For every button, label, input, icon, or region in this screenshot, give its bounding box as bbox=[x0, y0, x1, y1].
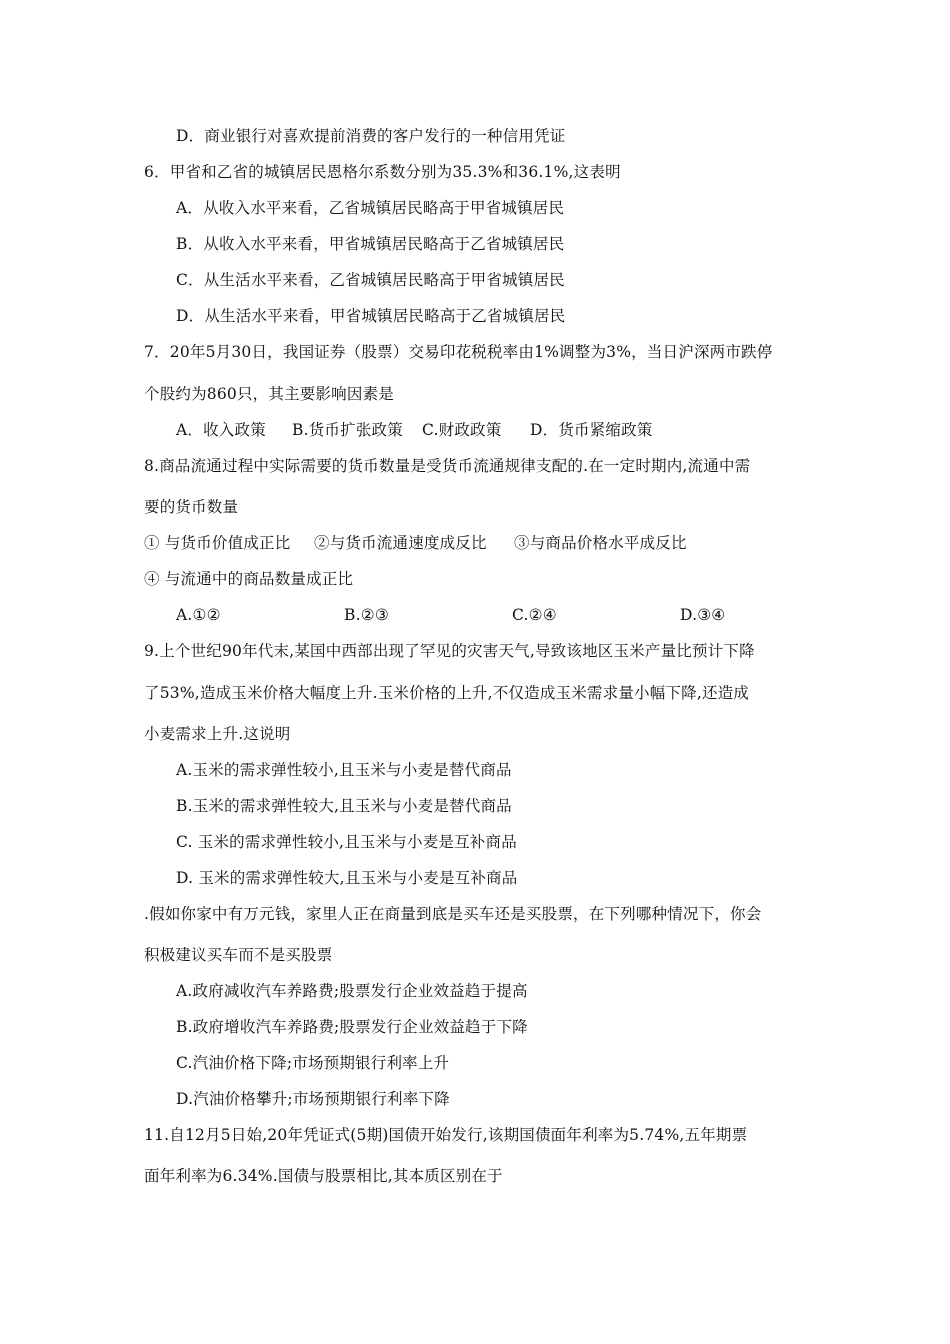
q8-option-a: A.①② bbox=[176, 606, 221, 624]
q8-stem-line1: 8.商品流通过程中实际需要的货币数量是受货币流通规律支配的.在一定时期内,流通中需 bbox=[144, 457, 751, 475]
q8-statement-2: ②与货币流通速度成反比 bbox=[314, 534, 487, 552]
q9-option-b: B.玉米的需求弹性较大,且玉米与小麦是替代商品 bbox=[176, 797, 512, 815]
q8-statement-1: ① 与货币价值成正比 bbox=[144, 534, 291, 552]
q9-option-d: D. 玉米的需求弹性较大,且玉米与小麦是互补商品 bbox=[176, 869, 518, 887]
q9-option-a: A.玉米的需求弹性较小,且玉米与小麦是替代商品 bbox=[176, 761, 512, 779]
q8-statement-4: ④ 与流通中的商品数量成正比 bbox=[144, 570, 354, 588]
q10-option-a: A.政府减收汽车养路费;股票发行企业效益趋于提高 bbox=[176, 982, 528, 1000]
q8-statement-3: ③与商品价格水平成反比 bbox=[514, 534, 687, 552]
q11-stem-line2: 面年利率为6.34%.国债与股票相比,其本质区别在于 bbox=[144, 1167, 503, 1185]
q7-option-b: B.货币扩张政策 bbox=[292, 421, 403, 439]
q6-option-d: D．从生活水平来看，甲省城镇居民略高于乙省城镇居民 bbox=[176, 307, 566, 325]
q9-stem-line3: 小麦需求上升.这说明 bbox=[144, 725, 291, 743]
q10-option-d: D.汽油价格攀升;市场预期银行利率下降 bbox=[176, 1090, 450, 1108]
q6-option-b: B．从收入水平来看，甲省城镇居民略高于乙省城镇居民 bbox=[176, 235, 565, 253]
q9-stem-line1: 9.上个世纪90年代末,某国中西部出现了罕见的灾害天气,导致该地区玉米产量比预计下降 bbox=[144, 642, 755, 660]
q8-options bbox=[176, 605, 725, 625]
q10-option-c: C.汽油价格下降;市场预期银行利率上升 bbox=[176, 1054, 450, 1072]
q7-stem-line2: 个股约为860只，其主要影响因素是 bbox=[144, 385, 394, 403]
q8-option-b: B.②③ bbox=[344, 606, 389, 624]
q8-stem-line2: 要的货币数量 bbox=[144, 498, 239, 516]
q5-option-d: D．商业银行对喜欢提前消费的客户发行的一种信用凭证 bbox=[176, 127, 566, 145]
q8-statements bbox=[144, 533, 687, 553]
q6-option-a: A．从收入水平来看，乙省城镇居民略高于甲省城镇居民 bbox=[176, 199, 565, 217]
q9-option-c: C. 玉米的需求弹性较小,且玉米与小麦是互补商品 bbox=[176, 833, 517, 851]
q8-option-d: D.③④ bbox=[680, 606, 726, 624]
q8-option-c: C.②④ bbox=[512, 606, 557, 624]
q6-stem: 6．甲省和乙省的城镇居民恩格尔系数分别为35.3%和36.1%,这表明 bbox=[144, 163, 621, 181]
q6-option-c: C．从生活水平来看，乙省城镇居民略高于甲省城镇居民 bbox=[176, 271, 565, 289]
q10-option-b: B.政府增收汽车养路费;股票发行企业效益趋于下降 bbox=[176, 1018, 528, 1036]
q10-stem-line1: .假如你家中有万元钱，家里人正在商量到底是买车还是买股票，在下列哪种情况下，你会 bbox=[144, 905, 762, 923]
q7-option-a: A．收入政策 bbox=[176, 421, 266, 439]
q7-stem-line1: 7．20年5月30日，我国证券（股票）交易印花税税率由1%调整为3%，当日沪深两市跌停 bbox=[144, 343, 773, 361]
q9-stem-line2: 了53%,造成玉米价格大幅度上升.玉米价格的上升,不仅造成玉米需求量小幅下降,还造成 bbox=[144, 684, 750, 702]
q7-option-d: D．货币紧缩政策 bbox=[530, 421, 653, 439]
q7-options bbox=[176, 420, 653, 440]
q11-stem-line1: 11.自12月5日始,20年凭证式(5期)国债开始发行,该期国债面年利率为5.74%,五年期票 bbox=[144, 1126, 748, 1144]
q7-option-c: C.财政政策 bbox=[422, 421, 502, 439]
q10-stem-line2: 积极建议买车而不是买股票 bbox=[144, 946, 333, 964]
